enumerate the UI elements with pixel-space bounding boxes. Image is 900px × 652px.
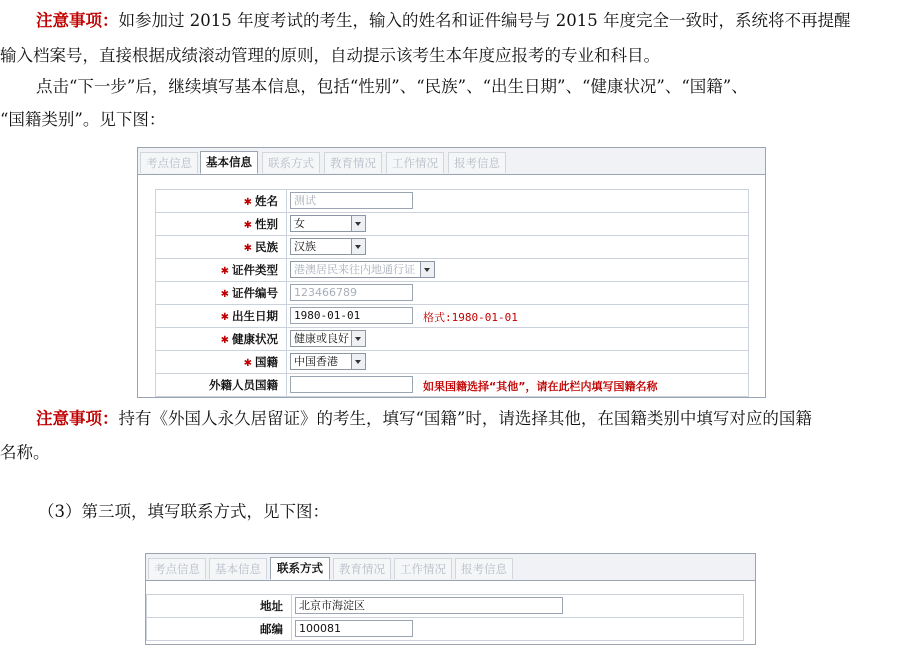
chevron-down-icon[interactable] (351, 239, 365, 254)
row-id-number (156, 282, 749, 305)
note-label: 注意事项： (36, 11, 119, 30)
tab-application[interactable]: 报考信息 (455, 558, 513, 579)
label-id-type: 证件类型 (232, 263, 278, 277)
chevron-down-icon[interactable] (351, 216, 365, 231)
tab-exam-site[interactable]: 考点信息 (148, 558, 206, 579)
label-gender: 性别 (255, 217, 278, 231)
foreign-nationality-hint: 如果国籍选择“其他”，请在此栏内填写国籍名称 (423, 380, 658, 393)
chevron-down-icon[interactable] (420, 262, 434, 277)
tab-exam-site[interactable]: 考点信息 (140, 152, 198, 173)
required-icon: ✱ (220, 289, 229, 300)
tab-education[interactable]: 教育情况 (324, 152, 382, 173)
birth-date-input[interactable]: 1980-01-01 (290, 307, 413, 324)
step-heading: （3）第三项，填写联系方式，见下图： (38, 502, 329, 521)
tab-work[interactable]: 工作情况 (394, 558, 452, 579)
tab-work[interactable]: 工作情况 (386, 152, 444, 173)
health-select[interactable]: 健康或良好 (290, 330, 366, 347)
label-address: 地址 (147, 595, 292, 617)
required-icon: ✱ (243, 220, 252, 231)
form-tab-bar (146, 554, 755, 581)
name-input[interactable]: 测试 (290, 192, 413, 209)
instruction-text: 点击“下一步”后，继续填写基本信息，包括“性别”、“民族”、“出生日期”、“健康状况”、“国籍”、 (36, 77, 748, 96)
id-number-input[interactable]: 123466789 (290, 284, 413, 301)
row-postcode (147, 618, 744, 641)
foreign-nationality-input[interactable] (290, 376, 413, 393)
row-id-type (156, 259, 749, 282)
row-address (147, 595, 744, 618)
tab-education[interactable]: 教育情况 (333, 558, 391, 579)
instruction-text-cont: “国籍类别”。见下图： (0, 110, 166, 129)
note-text-cont: 名称。 (0, 443, 50, 462)
required-icon: ✱ (243, 358, 252, 369)
tab-contact[interactable]: 联系方式 (270, 557, 330, 580)
label-name: 姓名 (255, 194, 278, 208)
row-name (156, 190, 749, 213)
contact-grid (146, 594, 744, 641)
form-tab-bar (138, 148, 765, 175)
birth-date-hint: 格式:1980-01-01 (423, 311, 518, 324)
tab-contact[interactable]: 联系方式 (262, 152, 320, 173)
gender-select[interactable]: 女 (290, 215, 366, 232)
label-nationality: 国籍 (255, 355, 278, 369)
required-icon: ✱ (243, 197, 252, 208)
tab-basic-info[interactable]: 基本信息 (209, 558, 267, 579)
note-label: 注意事项： (36, 409, 119, 428)
note-text: 如参加过 2015 年度考试的考生，输入的姓名和证件编号与 2015 年度完全一致时，系统将不再提醒 (118, 11, 851, 30)
label-foreign-nationality: 外籍人员国籍 (156, 374, 287, 396)
notice-paragraph-2 (0, 404, 900, 468)
id-type-select[interactable]: 港澳居民来往内地通行证 (290, 261, 435, 278)
label-ethnicity: 民族 (255, 240, 278, 254)
required-icon: ✱ (220, 266, 229, 277)
address-input[interactable]: 北京市海淀区 (295, 597, 563, 614)
row-foreign-nationality (156, 374, 749, 397)
label-birth-date: 出生日期 (232, 309, 278, 323)
required-icon: ✱ (220, 335, 229, 346)
notice-paragraph-1 (0, 6, 900, 71)
basic-info-grid (155, 189, 749, 397)
tab-application[interactable]: 报考信息 (448, 152, 506, 173)
basic-info-form-screenshot (137, 147, 766, 398)
row-ethnicity (156, 236, 749, 259)
row-health (156, 328, 749, 351)
label-postcode: 邮编 (147, 618, 292, 640)
chevron-down-icon[interactable] (351, 331, 365, 346)
chevron-down-icon[interactable] (351, 354, 365, 369)
label-id-number: 证件编号 (232, 286, 278, 300)
required-icon: ✱ (220, 312, 229, 323)
note-text-cont: 输入档案号，直接根据成绩滚动管理的原则，自动提示该考生本年度应报考的专业和科目。 (0, 46, 660, 65)
row-nationality (156, 351, 749, 374)
row-birth-date (156, 305, 749, 328)
row-gender (156, 213, 749, 236)
instruction-paragraph (0, 72, 900, 135)
note-text: 持有《外国人永久居留证》的考生，填写“国籍”时，请选择其他，在国籍类别中填写对应的国籍 (118, 409, 812, 428)
tab-basic-info[interactable]: 基本信息 (200, 151, 258, 174)
nationality-select[interactable]: 中国香港 (290, 353, 366, 370)
required-icon: ✱ (243, 243, 252, 254)
label-health: 健康状况 (232, 332, 278, 346)
postcode-input[interactable]: 100081 (295, 620, 413, 637)
ethnicity-select[interactable]: 汉族 (290, 238, 366, 255)
contact-form-screenshot (145, 553, 756, 645)
